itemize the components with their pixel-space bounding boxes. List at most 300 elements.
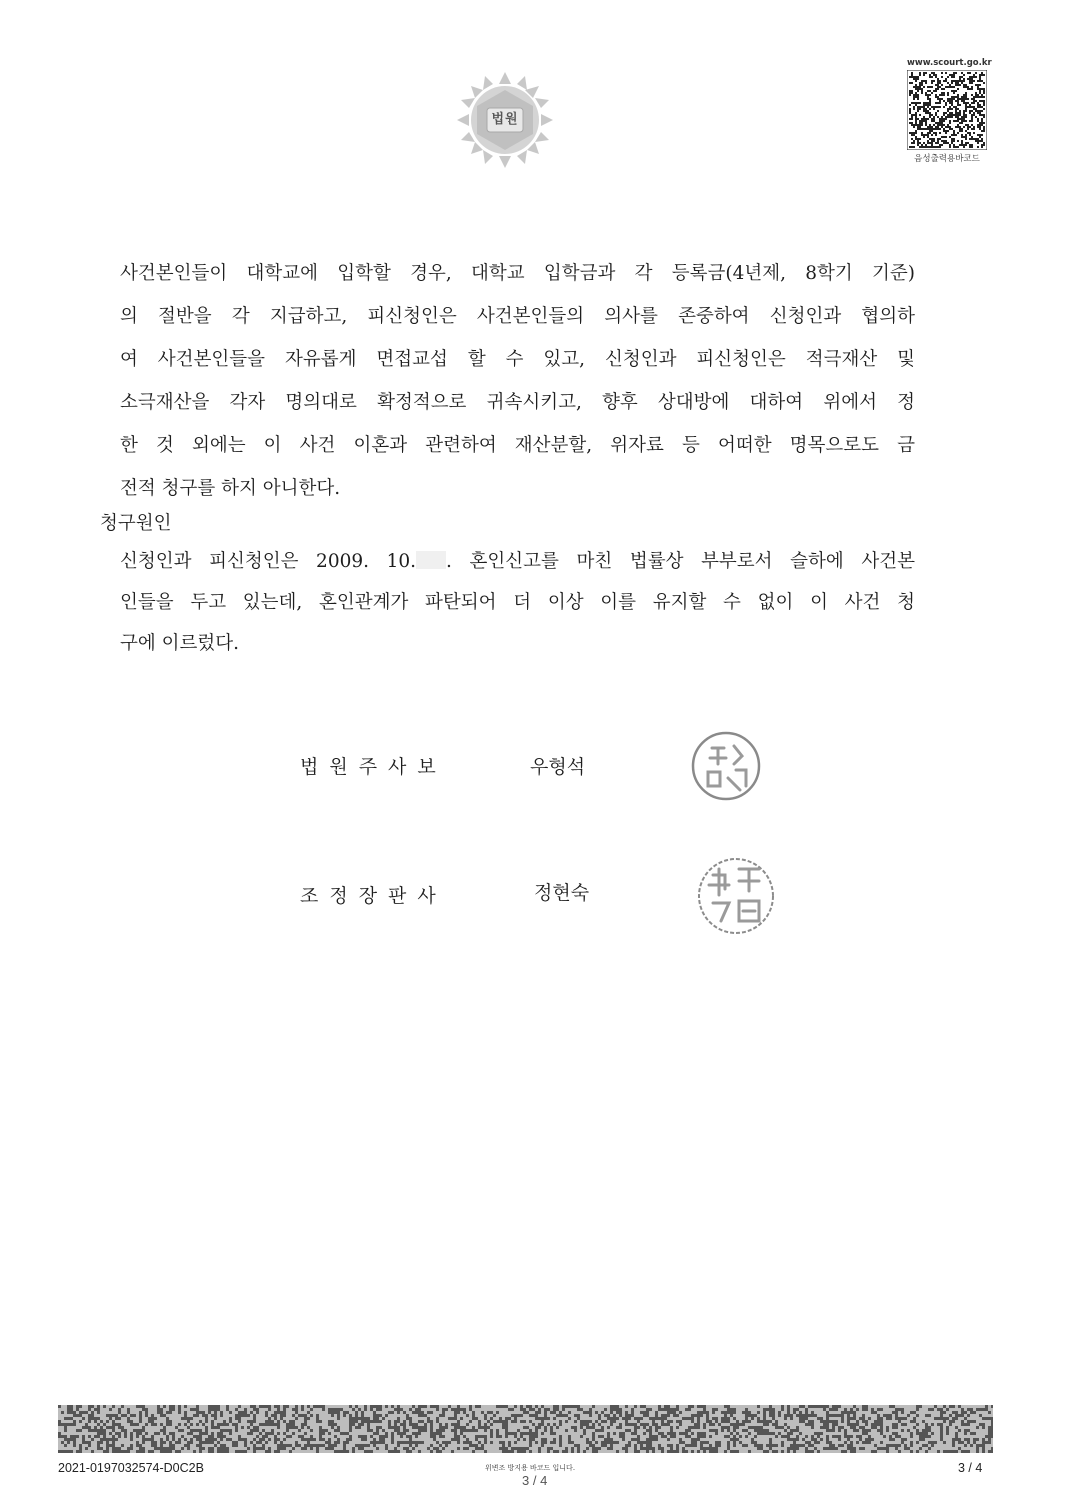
barcode-module bbox=[418, 1420, 421, 1423]
barcode-module bbox=[454, 1423, 457, 1426]
barcode-module bbox=[223, 1450, 226, 1453]
barcode-module bbox=[331, 1423, 334, 1426]
barcode-module bbox=[235, 1426, 238, 1429]
barcode-module bbox=[379, 1441, 382, 1444]
barcode-module bbox=[939, 132, 941, 134]
barcode-module bbox=[667, 1405, 670, 1408]
barcode-module bbox=[391, 1411, 394, 1414]
barcode-module bbox=[82, 1411, 85, 1414]
barcode-module bbox=[85, 1447, 88, 1450]
barcode-module bbox=[724, 1414, 727, 1417]
barcode-module bbox=[961, 80, 963, 82]
barcode-module bbox=[967, 132, 969, 134]
barcode-module bbox=[931, 130, 933, 132]
barcode-module bbox=[967, 1450, 970, 1453]
barcode-module bbox=[637, 1420, 640, 1423]
barcode-module bbox=[874, 1411, 877, 1414]
barcode-module bbox=[484, 1426, 487, 1429]
barcode-module bbox=[469, 1444, 472, 1447]
barcode-module bbox=[619, 1414, 622, 1417]
barcode-module bbox=[91, 1405, 94, 1408]
barcode-module bbox=[331, 1408, 334, 1411]
barcode-module bbox=[963, 100, 965, 102]
barcode-module bbox=[985, 1405, 988, 1408]
barcode-module bbox=[292, 1432, 295, 1435]
barcode-module bbox=[646, 1447, 649, 1450]
barcode-module bbox=[961, 130, 963, 132]
barcode-module bbox=[178, 1408, 181, 1411]
barcode-module bbox=[895, 1435, 898, 1438]
barcode-module bbox=[628, 1423, 631, 1426]
barcode-module bbox=[856, 1441, 859, 1444]
barcode-module bbox=[295, 1444, 298, 1447]
barcode-module bbox=[951, 80, 953, 82]
barcode-module bbox=[202, 1432, 205, 1435]
barcode-module bbox=[975, 84, 977, 86]
barcode-module bbox=[523, 1426, 526, 1429]
barcode-module bbox=[364, 1417, 367, 1420]
barcode-module bbox=[121, 1426, 124, 1429]
barcode-module bbox=[160, 1444, 163, 1447]
barcode-module bbox=[967, 1414, 970, 1417]
barcode-module bbox=[727, 1429, 730, 1432]
barcode-module bbox=[933, 128, 935, 130]
barcode-module bbox=[244, 1450, 247, 1453]
barcode-module bbox=[517, 1429, 520, 1432]
barcode-module bbox=[190, 1432, 193, 1435]
barcode-module bbox=[238, 1405, 241, 1408]
barcode-module bbox=[631, 1414, 634, 1417]
barcode-module bbox=[983, 100, 985, 102]
barcode-module bbox=[505, 1447, 508, 1450]
barcode-module bbox=[169, 1441, 172, 1444]
barcode-module bbox=[151, 1450, 154, 1453]
barcode-module bbox=[529, 1444, 532, 1447]
barcode-module bbox=[985, 1441, 988, 1444]
barcode-module bbox=[520, 1447, 523, 1450]
barcode-module bbox=[502, 1447, 505, 1450]
barcode-module bbox=[343, 1450, 346, 1453]
barcode-module bbox=[934, 1405, 937, 1408]
barcode-module bbox=[331, 1420, 334, 1423]
barcode-module bbox=[898, 1408, 901, 1411]
barcode-module bbox=[802, 1438, 805, 1441]
barcode-module bbox=[550, 1432, 553, 1435]
barcode-module bbox=[835, 1423, 838, 1426]
barcode-module bbox=[376, 1405, 379, 1408]
barcode-module bbox=[262, 1429, 265, 1432]
barcode-module bbox=[847, 1444, 850, 1447]
barcode-module bbox=[946, 1426, 949, 1429]
barcode-module bbox=[124, 1432, 127, 1435]
barcode-module bbox=[703, 1450, 706, 1453]
barcode-module bbox=[911, 82, 913, 84]
barcode-module bbox=[286, 1426, 289, 1429]
barcode-module bbox=[229, 1420, 232, 1423]
barcode-module bbox=[118, 1417, 121, 1420]
barcode-module bbox=[935, 96, 937, 98]
barcode-module bbox=[385, 1447, 388, 1450]
barcode-module bbox=[727, 1417, 730, 1420]
barcode-module bbox=[367, 1423, 370, 1426]
barcode-module bbox=[910, 1444, 913, 1447]
barcode-module bbox=[406, 1414, 409, 1417]
barcode-module bbox=[953, 140, 955, 142]
barcode-module bbox=[823, 1447, 826, 1450]
barcode-module bbox=[634, 1426, 637, 1429]
barcode-module bbox=[965, 138, 967, 140]
barcode-module bbox=[973, 1411, 976, 1414]
barcode-module bbox=[499, 1435, 502, 1438]
barcode-module bbox=[406, 1429, 409, 1432]
barcode-module bbox=[88, 1420, 91, 1423]
barcode-module bbox=[991, 1420, 993, 1423]
barcode-module bbox=[649, 1441, 652, 1444]
barcode-module bbox=[343, 1447, 346, 1450]
barcode-module bbox=[256, 1429, 259, 1432]
barcode-module bbox=[181, 1447, 184, 1450]
barcode-module bbox=[304, 1444, 307, 1447]
barcode-module bbox=[535, 1441, 538, 1444]
barcode-module bbox=[88, 1408, 91, 1411]
barcode-module bbox=[947, 110, 949, 112]
barcode-module bbox=[928, 1429, 931, 1432]
barcode-module bbox=[538, 1408, 541, 1411]
barcode-module bbox=[373, 1438, 376, 1441]
barcode-module bbox=[568, 1438, 571, 1441]
barcode-module bbox=[163, 1429, 166, 1432]
barcode-module bbox=[703, 1441, 706, 1444]
barcode-module bbox=[457, 1420, 460, 1423]
barcode-module bbox=[619, 1423, 622, 1426]
barcode-module bbox=[493, 1420, 496, 1423]
barcode-module bbox=[850, 1444, 853, 1447]
barcode-module bbox=[700, 1411, 703, 1414]
barcode-module bbox=[939, 120, 941, 122]
barcode-module bbox=[826, 1423, 829, 1426]
barcode-module bbox=[121, 1444, 124, 1447]
barcode-module bbox=[964, 1444, 967, 1447]
barcode-module bbox=[919, 86, 921, 88]
barcode-module bbox=[947, 124, 949, 126]
barcode-module bbox=[193, 1435, 196, 1438]
barcode-module bbox=[949, 1414, 952, 1417]
barcode-module bbox=[967, 128, 969, 130]
barcode-module bbox=[577, 1405, 580, 1408]
barcode-module bbox=[514, 1417, 517, 1420]
barcode-module bbox=[886, 1444, 889, 1447]
barcode-module bbox=[502, 1450, 505, 1453]
barcode-module bbox=[622, 1435, 625, 1438]
barcode-module bbox=[977, 80, 979, 82]
barcode-module bbox=[628, 1414, 631, 1417]
barcode-module bbox=[953, 132, 955, 134]
barcode-module bbox=[217, 1435, 220, 1438]
barcode-module bbox=[541, 1441, 544, 1444]
barcode-module bbox=[941, 92, 943, 94]
barcode-module bbox=[184, 1417, 187, 1420]
barcode-module bbox=[403, 1447, 406, 1450]
barcode-module bbox=[917, 98, 919, 100]
barcode-module bbox=[754, 1429, 757, 1432]
barcode-module bbox=[178, 1405, 181, 1408]
barcode-module bbox=[409, 1450, 412, 1453]
barcode-module bbox=[697, 1417, 700, 1420]
barcode-module bbox=[364, 1420, 367, 1423]
barcode-module bbox=[979, 92, 981, 94]
barcode-module bbox=[937, 1423, 940, 1426]
barcode-module bbox=[883, 1447, 886, 1450]
barcode-module bbox=[244, 1444, 247, 1447]
barcode-module bbox=[523, 1447, 526, 1450]
barcode-module bbox=[933, 118, 935, 120]
barcode-module bbox=[937, 96, 939, 98]
barcode-module bbox=[979, 1414, 982, 1417]
barcode-module bbox=[424, 1426, 427, 1429]
barcode-module bbox=[917, 88, 919, 90]
barcode-module bbox=[457, 1411, 460, 1414]
barcode-module bbox=[941, 120, 943, 122]
barcode-module bbox=[814, 1441, 817, 1444]
barcode-module bbox=[691, 1444, 694, 1447]
barcode-module bbox=[307, 1441, 310, 1444]
barcode-module bbox=[697, 1438, 700, 1441]
barcode-module bbox=[601, 1411, 604, 1414]
barcode-module bbox=[505, 1417, 508, 1420]
barcode-module bbox=[436, 1408, 439, 1411]
barcode-module bbox=[361, 1423, 364, 1426]
barcode-module bbox=[817, 1417, 820, 1420]
barcode-module bbox=[971, 144, 973, 146]
barcode-module bbox=[694, 1426, 697, 1429]
barcode-module bbox=[553, 1423, 556, 1426]
barcode-module bbox=[955, 1411, 958, 1414]
barcode-module bbox=[697, 1423, 700, 1426]
barcode-module bbox=[211, 1405, 214, 1408]
barcode-module bbox=[961, 120, 963, 122]
barcode-module bbox=[898, 1450, 901, 1453]
barcode-module bbox=[964, 1429, 967, 1432]
barcode-module bbox=[139, 1411, 142, 1414]
barcode-module bbox=[985, 1417, 988, 1420]
barcode-module bbox=[955, 1435, 958, 1438]
barcode-module bbox=[724, 1426, 727, 1429]
barcode-module bbox=[490, 1441, 493, 1444]
barcode-module bbox=[613, 1417, 616, 1420]
barcode-module bbox=[310, 1447, 313, 1450]
barcode-module bbox=[933, 108, 935, 110]
barcode-module bbox=[847, 1447, 850, 1450]
barcode-module bbox=[929, 102, 931, 104]
barcode-module bbox=[760, 1444, 763, 1447]
barcode-module bbox=[601, 1426, 604, 1429]
barcode-module bbox=[631, 1432, 634, 1435]
barcode-module bbox=[955, 1438, 958, 1441]
barcode-module bbox=[625, 1444, 628, 1447]
barcode-module bbox=[481, 1447, 484, 1450]
barcode-module bbox=[463, 1441, 466, 1444]
barcode-module bbox=[943, 100, 945, 102]
barcode-module bbox=[919, 106, 921, 108]
barcode-module bbox=[403, 1411, 406, 1414]
barcode-module bbox=[97, 1441, 100, 1444]
barcode-module bbox=[939, 124, 941, 126]
barcode-module bbox=[736, 1438, 739, 1441]
barcode-module bbox=[64, 1423, 67, 1426]
barcode-module bbox=[862, 1414, 865, 1417]
barcode-module bbox=[983, 96, 985, 98]
barcode-module bbox=[700, 1444, 703, 1447]
barcode-module bbox=[127, 1447, 130, 1450]
barcode-module bbox=[589, 1408, 592, 1411]
barcode-module bbox=[613, 1408, 616, 1411]
barcode-module bbox=[445, 1426, 448, 1429]
barcode-module bbox=[640, 1441, 643, 1444]
barcode-module bbox=[61, 1441, 64, 1444]
barcode-module bbox=[983, 90, 985, 92]
barcode-module bbox=[619, 1426, 622, 1429]
barcode-module bbox=[505, 1405, 508, 1408]
barcode-module bbox=[523, 1438, 526, 1441]
barcode-module bbox=[898, 1417, 901, 1420]
barcode-module bbox=[913, 106, 915, 108]
barcode-module bbox=[631, 1423, 634, 1426]
barcode-module bbox=[929, 126, 931, 128]
barcode-module bbox=[448, 1417, 451, 1420]
barcode-module bbox=[490, 1435, 493, 1438]
barcode-module bbox=[971, 146, 973, 148]
barcode-module bbox=[694, 1414, 697, 1417]
barcode-module bbox=[601, 1441, 604, 1444]
barcode-module bbox=[463, 1408, 466, 1411]
barcode-module bbox=[502, 1441, 505, 1444]
barcode-module bbox=[856, 1420, 859, 1423]
barcode-module bbox=[313, 1444, 316, 1447]
barcode-module bbox=[977, 96, 979, 98]
barcode-module bbox=[901, 1438, 904, 1441]
barcode-module bbox=[919, 114, 921, 116]
barcode-module bbox=[859, 1447, 862, 1450]
barcode-module bbox=[472, 1444, 475, 1447]
barcode-module bbox=[241, 1411, 244, 1414]
barcode-module bbox=[947, 86, 949, 88]
barcode-module bbox=[937, 80, 939, 82]
paragraph-line: 구에 이르렀다. bbox=[120, 633, 239, 654]
barcode-module bbox=[499, 1420, 502, 1423]
barcode-module bbox=[670, 1444, 673, 1447]
barcode-module bbox=[965, 124, 967, 126]
barcode-module bbox=[847, 1411, 850, 1414]
barcode-module bbox=[967, 88, 969, 90]
barcode-module bbox=[169, 1405, 172, 1408]
barcode-module bbox=[271, 1414, 274, 1417]
barcode-module bbox=[915, 130, 917, 132]
barcode-module bbox=[109, 1426, 112, 1429]
barcode-module bbox=[115, 1414, 118, 1417]
barcode-module bbox=[691, 1441, 694, 1444]
barcode-module bbox=[646, 1411, 649, 1414]
barcode-module bbox=[184, 1414, 187, 1417]
barcode-module bbox=[921, 146, 923, 148]
barcode-module bbox=[856, 1429, 859, 1432]
barcode-module bbox=[826, 1414, 829, 1417]
barcode-module bbox=[772, 1444, 775, 1447]
barcode-module bbox=[971, 110, 973, 112]
barcode-module bbox=[947, 82, 949, 84]
barcode-module bbox=[814, 1414, 817, 1417]
barcode-module bbox=[250, 1420, 253, 1423]
barcode-module bbox=[799, 1417, 802, 1420]
barcode-module bbox=[865, 1438, 868, 1441]
barcode-module bbox=[574, 1405, 577, 1408]
barcode-module bbox=[442, 1435, 445, 1438]
barcode-module bbox=[349, 1417, 352, 1420]
document-number: 2021-0197032574-D0C2B bbox=[58, 1461, 204, 1475]
barcode-module bbox=[640, 1444, 643, 1447]
barcode-module bbox=[436, 1447, 439, 1450]
barcode-module bbox=[529, 1438, 532, 1441]
barcode-module bbox=[637, 1441, 640, 1444]
barcode-module bbox=[781, 1426, 784, 1429]
barcode-module bbox=[418, 1411, 421, 1414]
barcode-module bbox=[724, 1450, 727, 1453]
barcode-module bbox=[532, 1435, 535, 1438]
barcode-module bbox=[964, 1432, 967, 1435]
barcode-module bbox=[919, 1435, 922, 1438]
barcode-module bbox=[844, 1411, 847, 1414]
barcode-module bbox=[915, 132, 917, 134]
barcode-module bbox=[955, 112, 957, 114]
barcode-module bbox=[610, 1447, 613, 1450]
barcode-module bbox=[953, 144, 955, 146]
barcode-module bbox=[562, 1405, 565, 1408]
barcode-module bbox=[975, 100, 977, 102]
barcode-module bbox=[79, 1429, 82, 1432]
barcode-module bbox=[355, 1405, 358, 1408]
barcode-module bbox=[853, 1447, 856, 1450]
barcode-module bbox=[184, 1438, 187, 1441]
barcode-module bbox=[391, 1435, 394, 1438]
barcode-module bbox=[937, 1450, 940, 1453]
barcode-module bbox=[361, 1444, 364, 1447]
barcode-module bbox=[739, 1423, 742, 1426]
barcode-module bbox=[952, 1405, 955, 1408]
barcode-module bbox=[91, 1411, 94, 1414]
barcode-module bbox=[909, 94, 911, 96]
barcode-module bbox=[484, 1435, 487, 1438]
barcode-module bbox=[184, 1423, 187, 1426]
barcode-module bbox=[136, 1405, 139, 1408]
barcode-module bbox=[976, 1408, 979, 1411]
barcode-module bbox=[652, 1435, 655, 1438]
barcode-module bbox=[742, 1423, 745, 1426]
barcode-module bbox=[418, 1441, 421, 1444]
barcode-module bbox=[169, 1447, 172, 1450]
barcode-module bbox=[853, 1450, 856, 1453]
barcode-module bbox=[685, 1429, 688, 1432]
barcode-module bbox=[76, 1435, 79, 1438]
barcode-module bbox=[454, 1414, 457, 1417]
barcode-module bbox=[967, 1423, 970, 1426]
barcode-module bbox=[982, 1441, 985, 1444]
barcode-module bbox=[553, 1441, 556, 1444]
barcode-module bbox=[541, 1438, 544, 1441]
barcode-module bbox=[220, 1429, 223, 1432]
barcode-module bbox=[975, 108, 977, 110]
barcode-module bbox=[580, 1426, 583, 1429]
barcode-module bbox=[625, 1411, 628, 1414]
barcode-module bbox=[850, 1411, 853, 1414]
